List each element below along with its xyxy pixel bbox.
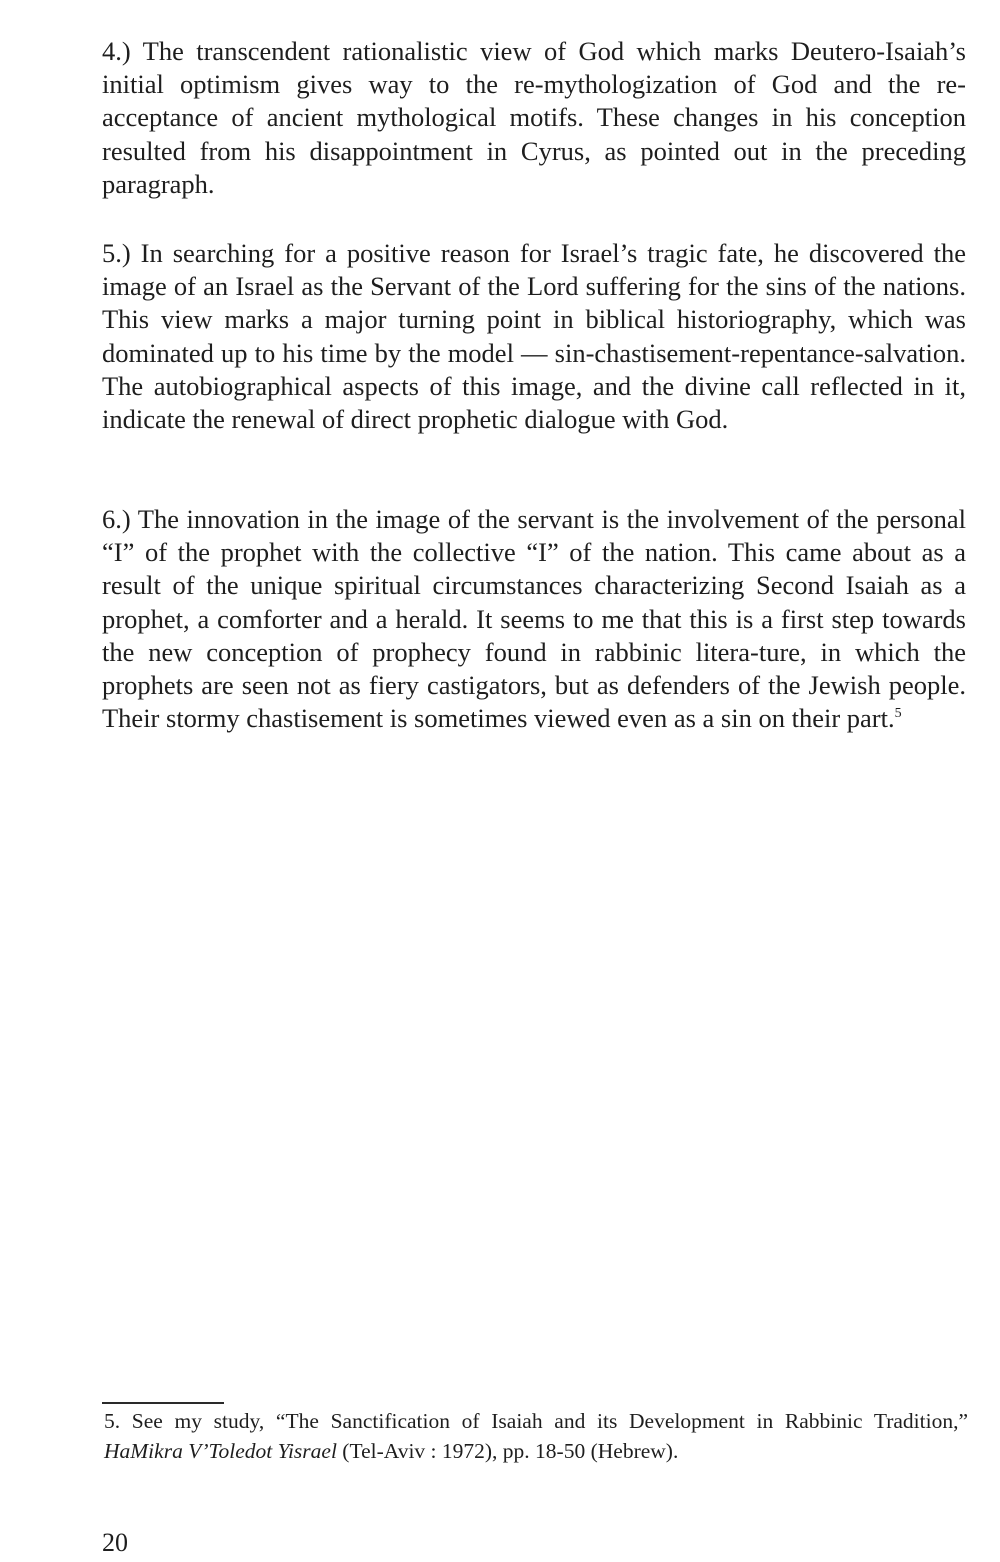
paragraph-6 bbox=[102, 503, 966, 735]
paragraph-4: 4.) The transcendent rationalistic view of God which marks Deutero-Isaiah’s initial optimism gives way to the re-mythologization of God and the re-acceptance of ancient mythological motifs. These changes in his conception resulted from his disappointment in Cyrus, as pointed out in the preceding paragraph. bbox=[102, 36, 966, 199]
paragraph-5: 5.) In searching for a positive reason for Israel’s tragic fate, he discovered the image of an Israel as the Servant of the Lord suffering for the sins of the nations. This view marks a major turning point in biblical historiography, which was dominated up to his time by the model — sin-chastisement-repentance-salvation. The autobiographical aspects of this image, and the divine call reflected in it, indicate the renewal of direct prophetic dialogue with God. bbox=[102, 238, 966, 435]
footnote-italic-title: HaMikra V’Toledot Yisrael bbox=[104, 1439, 337, 1463]
paragraph-6-text: 6.) The innovation in the image of the servant is the involvement of the personal “I” of the prophet with the collective “I” of the nation. This came about as a result of the unique spiritual circumstances characterizing Second Isaiah as a prophet, a comforter and a herald. It seems to me that this is a first step towards the new conception of prophecy found in rabbinic litera-ture, in which the prophets are seen not as fiery castigators, but as defenders of the Jewish people. Their stormy chastisement is sometimes viewed even as a sin on their part. bbox=[102, 504, 966, 734]
footnote bbox=[104, 1406, 968, 1466]
footnote-prefix: 5. See my study, “The Sanctification of Isaiah and its Development in Rabbinic Tradition,” bbox=[104, 1409, 968, 1433]
page-number: 20 bbox=[102, 1528, 128, 1557]
footnote-suffix: (Tel-Aviv : 1972), pp. 18-50 (Hebrew). bbox=[336, 1439, 679, 1463]
footnote-reference: 5 bbox=[894, 706, 902, 722]
footnote-divider bbox=[102, 1402, 224, 1404]
